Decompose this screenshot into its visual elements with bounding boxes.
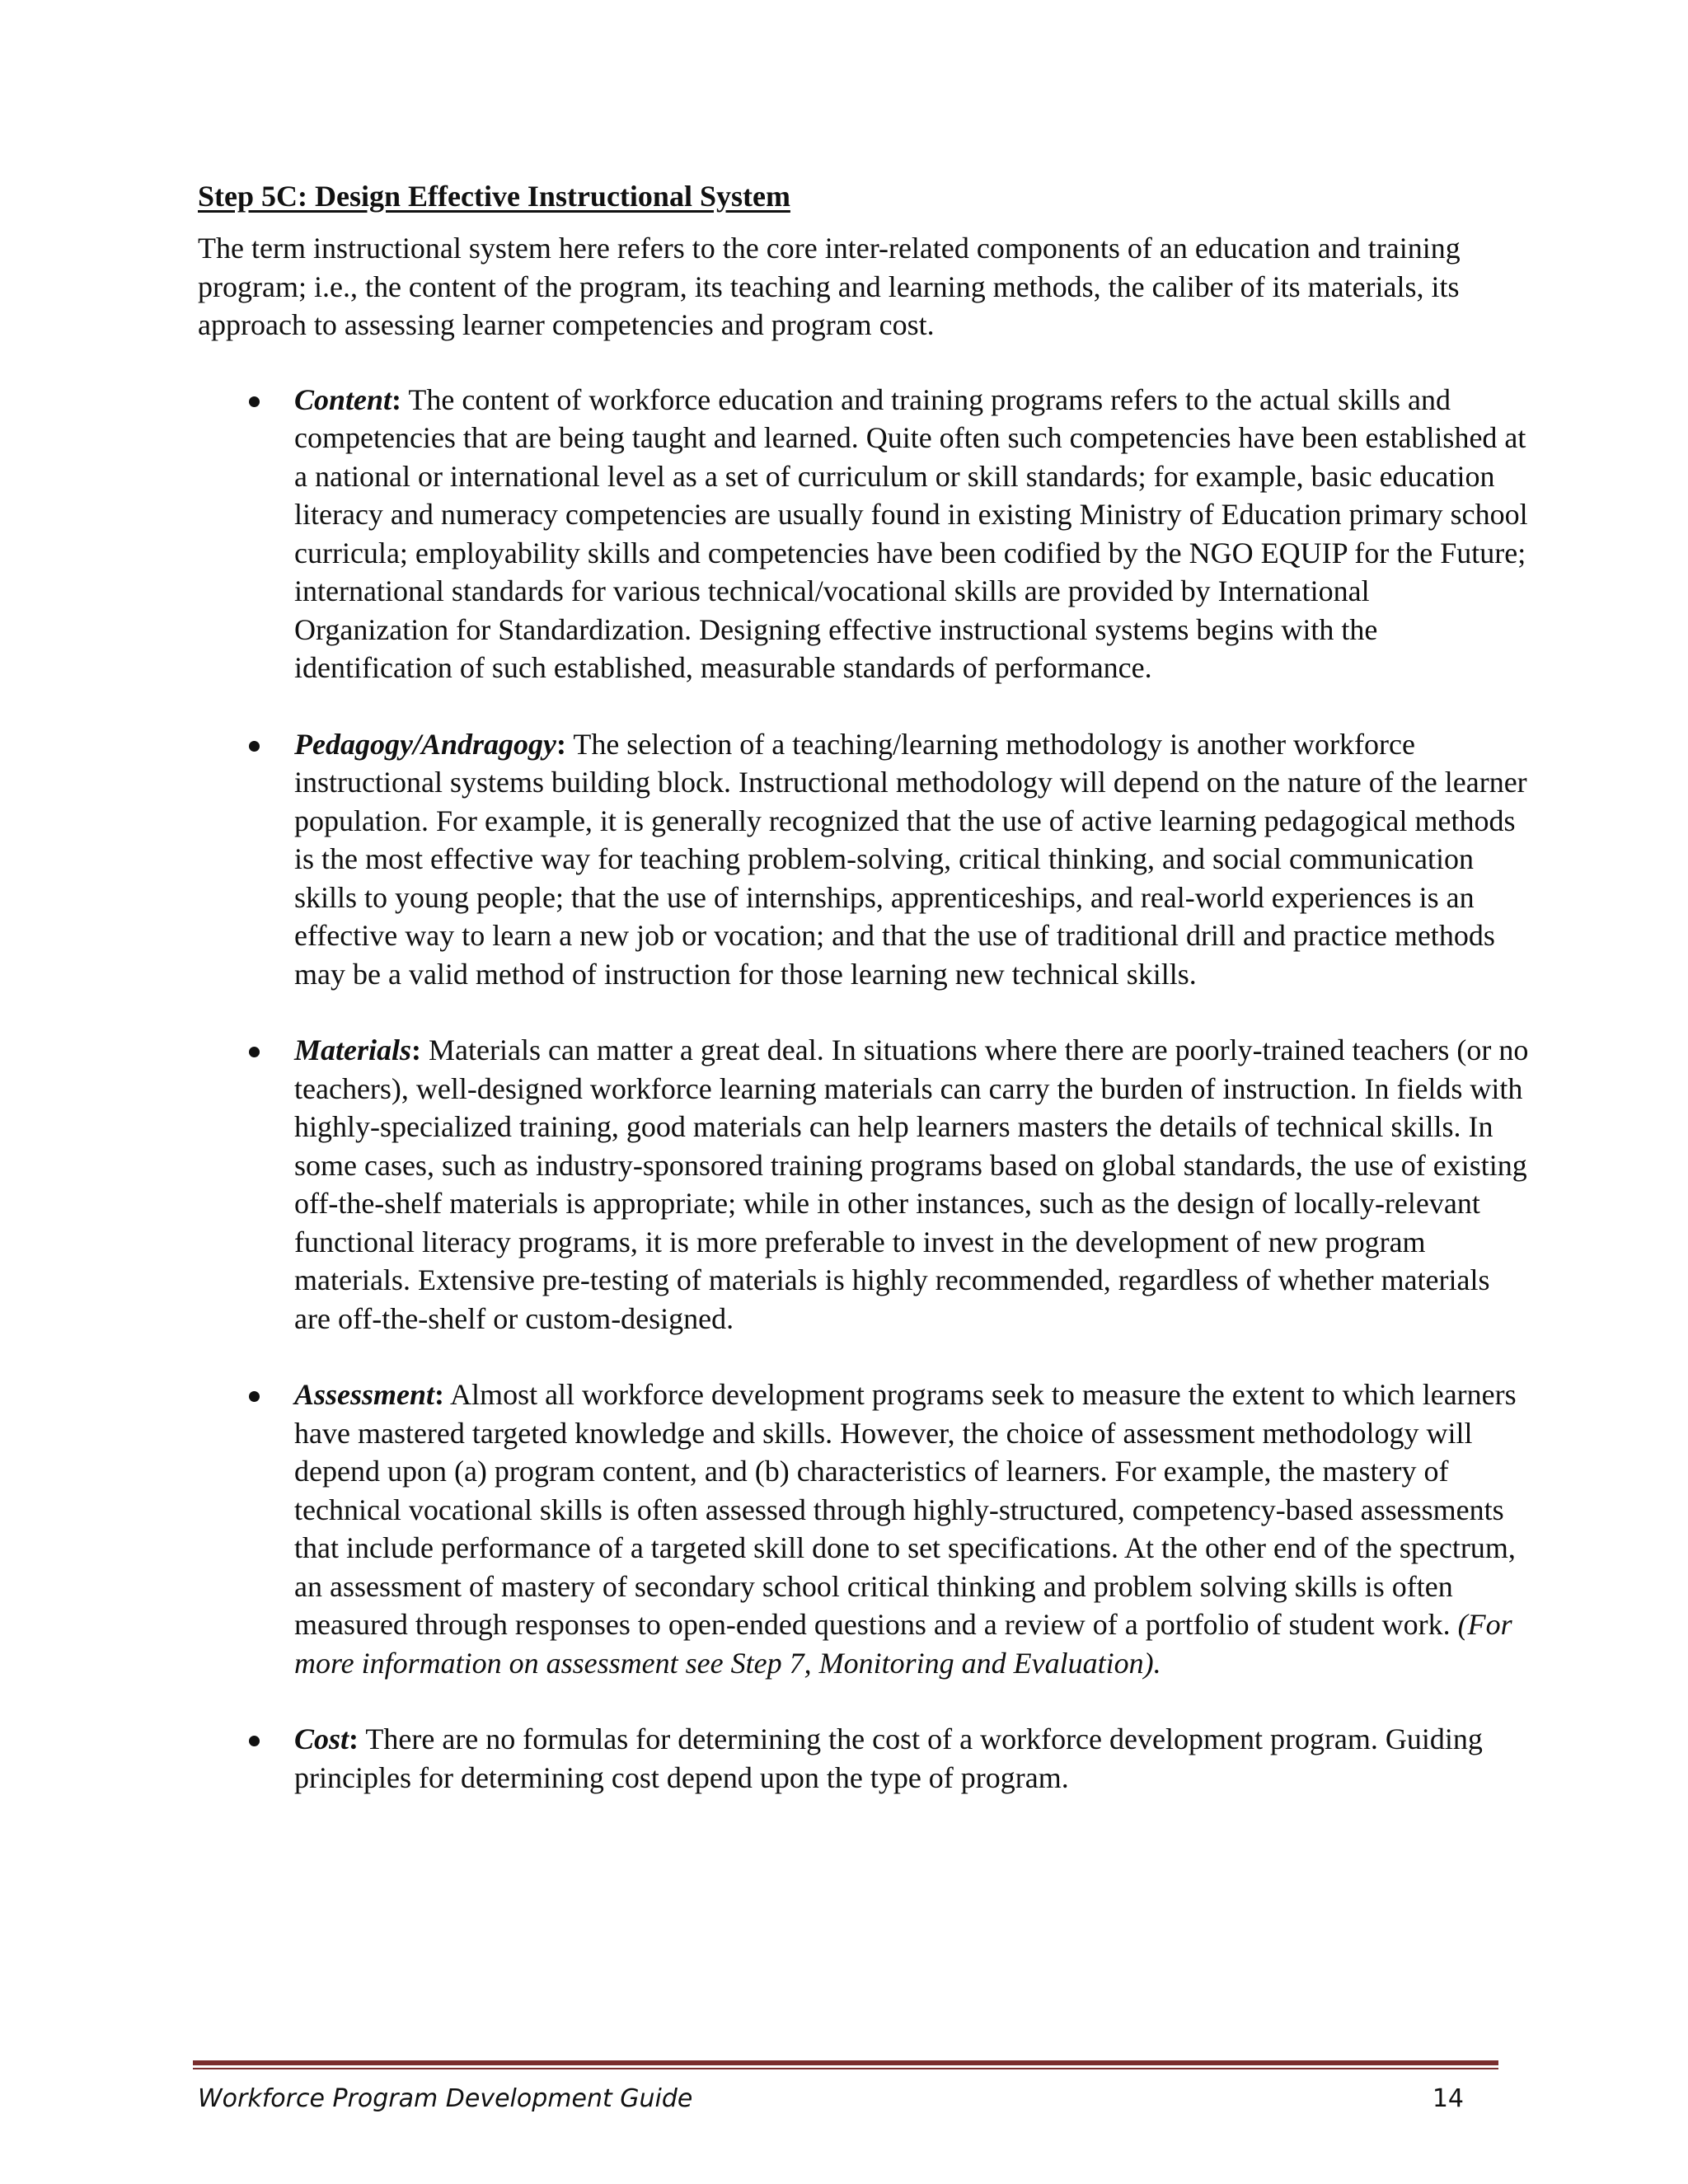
bullet-term: Materials bbox=[294, 1033, 412, 1066]
footer-title: Workforce Program Development Guide bbox=[198, 2084, 693, 2113]
bullet-colon: : bbox=[392, 382, 402, 416]
bullet-term: Pedagogy/Andragogy bbox=[294, 727, 556, 761]
intro-paragraph: The term instructional system here refers to the core inter-related components of an education and training program; i.e., the content of the program, its teaching and learning methods, the caliber of its materials, its approach to assessing learner competencies and program cost. bbox=[198, 232, 1461, 341]
bullet-icon bbox=[249, 396, 260, 407]
bullet-note: (For more information on assessment see Step 7, Monitoring and Evaluation). bbox=[294, 1608, 1512, 1680]
bullet-text: The content of workforce education and training programs refers to the actual skills and competencies that are being taught and learned. Quite often such competencies have been established at a national or international level as a set of curriculum or skill standards; for example, basic education literacy and numeracy competencies are usually found in existing Ministry of Education primary school curricula; employability skills and competencies have been codified by the NGO EQUIP for the Future; international standards for various technical/vocational skills are provided by International Organization for Standardization. Designing effective instructional systems begins with the identification of such established, measurable standards of performance. bbox=[294, 382, 1528, 684]
bullet-colon: : bbox=[434, 1378, 445, 1411]
bullet-icon bbox=[249, 1391, 260, 1402]
list-item-materials bbox=[198, 1031, 1531, 1338]
list-item-content bbox=[198, 381, 1531, 687]
bullet-colon: : bbox=[556, 727, 566, 761]
bullet-text: There are no formulas for determining the cost of a workforce development program. Guiding principles for determining cost depend upon the type of program. bbox=[294, 1722, 1483, 1794]
bullet-colon: : bbox=[411, 1033, 422, 1066]
bullet-text: The selection of a teaching/learning methodology is another workforce instructional systems building block. Instructional methodology will depend on the nature of the learner population. For example, it is generally recognized that the use of active learning pedagogical methods is the most effective way for teaching problem-solving, critical thinking, and social communication skills to young people; that the use of internships, apprenticeships, and real-world experiences is an effective way to learn a new job or vocation; and that the use of traditional drill and practice methods may be a valid method of instruction for those learning new technical skills. bbox=[294, 727, 1527, 991]
list-item-pedagogy bbox=[198, 725, 1531, 994]
bullet-term: Content bbox=[294, 382, 392, 416]
bullet-text: Almost all workforce development programs seek to measure the extent to which learners have mastered targeted knowledge and skills. However, the choice of assessment methodology will depend upon (a) program content, and (b) characteristics of learners. For example, the mastery of technical vocational skills is often assessed through highly-structured, competency-based assessments that include performance of a targeted skill done to set specifications. At the other end of the spectrum, an assessment of mastery of secondary school critical thinking and problem solving skills is often measured through responses to open-ended questions and a review of a portfolio of student work. bbox=[294, 1378, 1517, 1641]
component-list bbox=[198, 381, 1529, 1797]
bullet-colon: : bbox=[349, 1722, 359, 1755]
bullet-term: Cost bbox=[294, 1722, 349, 1755]
bullet-icon bbox=[249, 1736, 260, 1746]
bullet-icon bbox=[249, 741, 260, 752]
page-number: 14 bbox=[1432, 2084, 1464, 2113]
bullet-icon bbox=[249, 1047, 260, 1057]
bullet-text: Materials can matter a great deal. In situations where there are poorly-trained teachers (or no teachers), well-designed workforce learning materials can carry the burden of instruction. In fields with highly-specialized training, good materials can help learners masters the details of technical skills. In some cases, such as industry-sponsored training programs based on global standards, the use of existing off-the-shelf materials is appropriate; while in other instances, such as the design of locally-relevant functional literacy programs, it is more preferable to invest in the development of new program materials. Extensive pre-testing of materials is highly recommended, regardless of whether materials are off-the-shelf or custom-designed. bbox=[294, 1033, 1529, 1335]
page-content bbox=[198, 175, 1529, 1835]
section-heading: Step 5C: Design Effective Instructional System bbox=[198, 180, 790, 213]
list-item-cost bbox=[198, 1720, 1531, 1797]
list-item-assessment bbox=[198, 1376, 1531, 1682]
bullet-term: Assessment bbox=[294, 1378, 435, 1411]
footer-rule-thin bbox=[193, 2068, 1498, 2069]
footer-rule bbox=[193, 2060, 1498, 2065]
